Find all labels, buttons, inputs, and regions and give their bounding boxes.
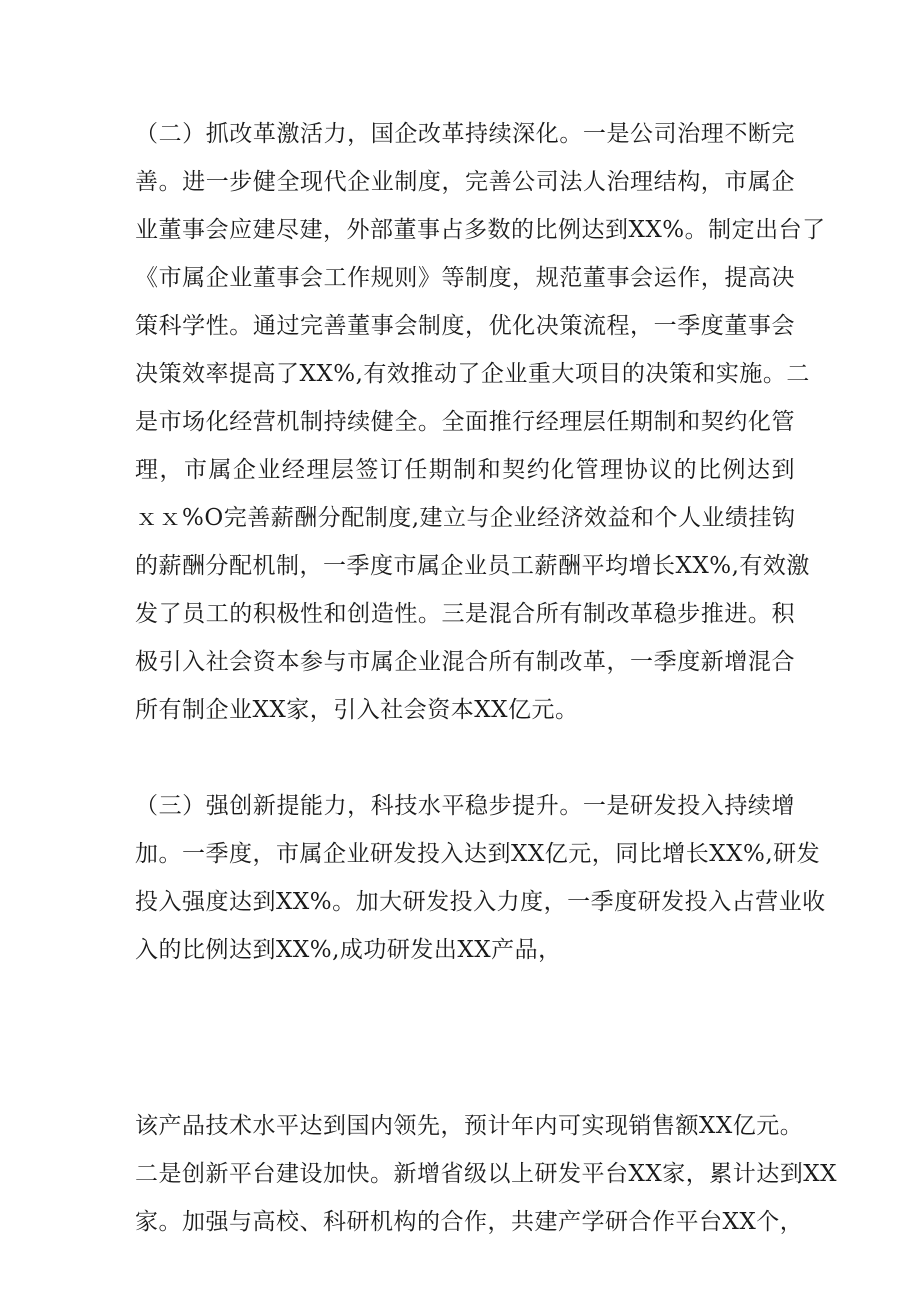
paragraph-reform	[135, 110, 826, 734]
text-line: 策科学性。通过完善董事会制度，优化决策流程，一季度董事会	[135, 313, 795, 339]
text-line: 善。进一步健全现代企业制度，完善公司法人治理结构，市属企	[135, 169, 795, 195]
text-line: 《市属企业董事会工作规则》等制度，规范董事会运作，提高决	[135, 265, 795, 291]
text-line: ｘｘ%O完善薪酬分配制度,建立与企业经济效益和个人业绩挂钩	[135, 505, 796, 531]
text-line: 所有制企业XX家，引入社会资本XX亿元。	[135, 697, 579, 723]
text-line: 业董事会应建尽建，外部董事占多数的比例达到XX%。制定出台了	[135, 217, 826, 243]
text-line: 决策效率提高了XX%,有效推动了企业重大项目的决策和实施。二	[135, 361, 810, 387]
text-line: 加。一季度，市属企业研发投入达到XX亿元，同比增长XX%,研发	[135, 841, 821, 867]
text-line: 发了员工的积极性和创造性。三是混合所有制改革稳步推进。积	[135, 601, 795, 627]
text-line: 极引入社会资本参与市属企业混合所有制改革，一季度新增混合	[135, 649, 795, 675]
text-line: 投入强度达到XX%。加大研发投入力度，一季度研发投入占营业收	[135, 889, 826, 915]
text-line: 的薪酬分配机制，一季度市属企业员工薪酬平均增长XX%,有效激	[135, 553, 810, 579]
text-line: 是市场化经营机制持续健全。全面推行经理层任期制和契约化管	[135, 409, 795, 435]
text-line: 理，市属企业经理层签订任期制和契约化管理协议的比例达到	[135, 457, 795, 483]
text-line: （三）强创新提能力，科技水平稳步提升。一是研发投入持续增	[135, 793, 795, 819]
paragraph-innovation-continued	[135, 1102, 837, 1246]
text-line: 该产品技术水平达到国内领先，预计年内可实现销售额XX亿元。	[135, 1113, 804, 1139]
text-line: （二）抓改革激活力，国企改革持续深化。一是公司治理不断完	[135, 121, 795, 147]
text-line: 入的比例达到XX%,成功研发出XX产品，	[135, 937, 562, 963]
text-line: 家。加强与高校、科研机构的合作，共建产学研合作平台XX个，	[135, 1209, 804, 1235]
text-line: 二是创新平台建设加快。新增省级以上研发平台XX家，累计达到XX	[135, 1161, 837, 1187]
paragraph-innovation	[135, 782, 826, 974]
